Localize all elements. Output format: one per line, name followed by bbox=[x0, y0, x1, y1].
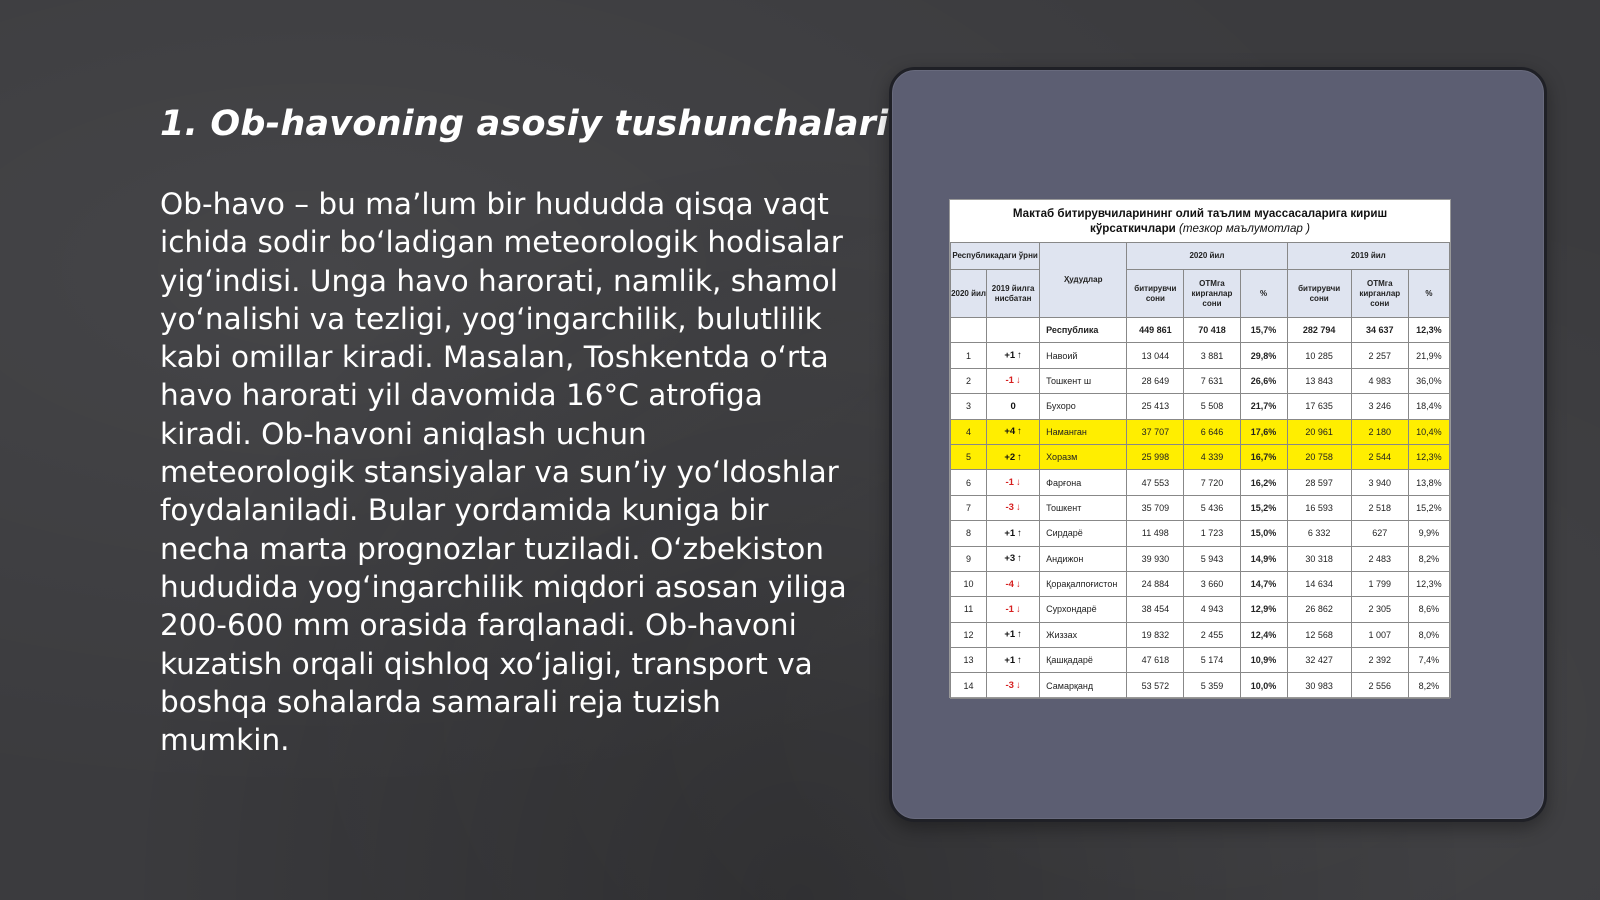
percent-2020-cell: 29,8% bbox=[1240, 343, 1287, 368]
arrow-up-icon: ↑ bbox=[1017, 527, 1022, 539]
rank-cell: 11 bbox=[951, 597, 987, 622]
graduates-2019-cell: 16 593 bbox=[1287, 495, 1351, 520]
table-row bbox=[951, 571, 1450, 596]
header-rank-group: Республикадаги ўрни bbox=[951, 243, 1040, 270]
slide-title: 1. Ob-havoning asosiy tushunchalari bbox=[160, 104, 889, 144]
graduates-2020-cell: 37 707 bbox=[1127, 419, 1184, 444]
admitted-2020-cell: 5 943 bbox=[1184, 546, 1240, 571]
region-cell: Бухоро bbox=[1040, 394, 1127, 419]
change-cell bbox=[987, 648, 1040, 673]
statistics-table bbox=[950, 242, 1450, 699]
region-cell: Хоразм bbox=[1040, 444, 1127, 469]
header-graduates-2019: битирувчи сони bbox=[1287, 270, 1351, 318]
table-row bbox=[951, 419, 1450, 444]
graduates-2019-cell: 20 961 bbox=[1287, 419, 1351, 444]
admitted-2019-cell: 3 940 bbox=[1351, 470, 1408, 495]
region-cell: Қашқадарё bbox=[1040, 648, 1127, 673]
graduates-2020-cell: 25 413 bbox=[1127, 394, 1184, 419]
arrow-down-icon: ↓ bbox=[1015, 603, 1021, 615]
percent-2020-cell: 10,9% bbox=[1240, 648, 1287, 673]
graduates-2019-cell: 10 285 bbox=[1287, 343, 1351, 368]
graduates-2020-cell: 47 618 bbox=[1127, 648, 1184, 673]
admitted-2020-cell: 5 436 bbox=[1184, 495, 1240, 520]
rank-change-value: -1 bbox=[1005, 603, 1014, 615]
percent-2019-cell: 8,2% bbox=[1408, 546, 1449, 571]
change-cell bbox=[987, 419, 1040, 444]
region-cell: Қорақалпоғистон bbox=[1040, 571, 1127, 596]
percent-2019-cell: 8,2% bbox=[1408, 673, 1449, 698]
header-graduates-2020: битирувчи сони bbox=[1127, 270, 1184, 318]
graduates-2019-cell: 32 427 bbox=[1287, 648, 1351, 673]
rank-change-value: +1 bbox=[1004, 654, 1016, 666]
republic-percent-2020: 15,7% bbox=[1240, 318, 1287, 343]
republic-name: Республика bbox=[1040, 318, 1127, 343]
rank-change-value: +4 bbox=[1004, 426, 1016, 438]
region-cell: Самарқанд bbox=[1040, 673, 1127, 698]
table-row bbox=[951, 444, 1450, 469]
admitted-2019-cell: 1 007 bbox=[1351, 622, 1408, 647]
rank-cell: 6 bbox=[951, 470, 987, 495]
graduates-2019-cell: 13 843 bbox=[1287, 368, 1351, 393]
rank-change-value: +2 bbox=[1004, 451, 1016, 463]
admitted-2020-cell: 4 943 bbox=[1184, 597, 1240, 622]
percent-2020-cell: 12,4% bbox=[1240, 622, 1287, 647]
admitted-2020-cell: 3 881 bbox=[1184, 343, 1240, 368]
header-admitted-2019: ОТМга кирганлар сони bbox=[1351, 270, 1408, 318]
graduates-2020-cell: 24 884 bbox=[1127, 571, 1184, 596]
header-admitted-2020: ОТМга кирганлар сони bbox=[1184, 270, 1240, 318]
rank-change-value: -1 bbox=[1005, 477, 1014, 489]
region-cell: Сирдарё bbox=[1040, 521, 1127, 546]
rank-change-value: +1 bbox=[1004, 527, 1016, 539]
arrow-up-icon: ↑ bbox=[1017, 553, 1022, 565]
percent-2020-cell: 17,6% bbox=[1240, 419, 1287, 444]
change-cell bbox=[987, 597, 1040, 622]
rank-cell: 7 bbox=[951, 495, 987, 520]
change-cell bbox=[987, 444, 1040, 469]
arrow-up-icon: ↑ bbox=[1017, 629, 1022, 641]
change-cell bbox=[987, 622, 1040, 647]
statistics-document bbox=[949, 199, 1451, 698]
arrow-up-icon: ↑ bbox=[1017, 654, 1022, 666]
graduates-2020-cell: 39 930 bbox=[1127, 546, 1184, 571]
percent-2020-cell: 12,9% bbox=[1240, 597, 1287, 622]
graduates-2019-cell: 14 634 bbox=[1287, 571, 1351, 596]
percent-2019-cell: 15,2% bbox=[1408, 495, 1449, 520]
rank-change-value: -3 bbox=[1005, 502, 1014, 514]
rank-cell: 5 bbox=[951, 444, 987, 469]
table-row bbox=[951, 343, 1450, 368]
admitted-2019-cell: 3 246 bbox=[1351, 394, 1408, 419]
header-rank-2020: 2020 йил bbox=[951, 270, 987, 318]
header-rank-change: 2019 йилга нисбатан bbox=[987, 270, 1040, 318]
percent-2019-cell: 21,9% bbox=[1408, 343, 1449, 368]
admitted-2020-cell: 5 508 bbox=[1184, 394, 1240, 419]
percent-2020-cell: 14,9% bbox=[1240, 546, 1287, 571]
percent-2019-cell: 8,6% bbox=[1408, 597, 1449, 622]
republic-admitted-2020: 70 418 bbox=[1184, 318, 1240, 343]
document-title bbox=[950, 200, 1450, 242]
table-row bbox=[951, 394, 1450, 419]
document-title-line1: Мактаб битирувчиларининг олий таълим муассасаларига кириш bbox=[1012, 207, 1388, 220]
rank-change-value: -4 bbox=[1005, 578, 1014, 590]
graduates-2019-cell: 26 862 bbox=[1287, 597, 1351, 622]
rank-cell: 4 bbox=[951, 419, 987, 444]
region-cell: Наманган bbox=[1040, 419, 1127, 444]
percent-2019-cell: 9,9% bbox=[1408, 521, 1449, 546]
table-row bbox=[951, 470, 1450, 495]
region-cell: Сурхондарё bbox=[1040, 597, 1127, 622]
percent-2020-cell: 16,2% bbox=[1240, 470, 1287, 495]
table-row bbox=[951, 597, 1450, 622]
rank-change-value: +1 bbox=[1004, 350, 1016, 362]
arrow-down-icon: ↓ bbox=[1015, 502, 1021, 514]
admitted-2019-cell: 2 483 bbox=[1351, 546, 1408, 571]
change-cell bbox=[987, 394, 1040, 419]
graduates-2020-cell: 11 498 bbox=[1127, 521, 1184, 546]
percent-2020-cell: 15,0% bbox=[1240, 521, 1287, 546]
change-cell bbox=[987, 470, 1040, 495]
rank-cell: 13 bbox=[951, 648, 987, 673]
graduates-2019-cell: 30 318 bbox=[1287, 546, 1351, 571]
arrow-down-icon: ↓ bbox=[1015, 477, 1021, 489]
republic-graduates-2019: 282 794 bbox=[1287, 318, 1351, 343]
percent-2020-cell: 26,6% bbox=[1240, 368, 1287, 393]
admitted-2019-cell: 2 180 bbox=[1351, 419, 1408, 444]
region-cell: Навоий bbox=[1040, 343, 1127, 368]
admitted-2019-cell: 2 392 bbox=[1351, 648, 1408, 673]
table-row bbox=[951, 368, 1450, 393]
admitted-2020-cell: 1 723 bbox=[1184, 521, 1240, 546]
republic-graduates-2020: 449 861 bbox=[1127, 318, 1184, 343]
percent-2020-cell: 15,2% bbox=[1240, 495, 1287, 520]
rank-cell: 14 bbox=[951, 673, 987, 698]
table-row bbox=[951, 495, 1450, 520]
graduates-2019-cell: 12 568 bbox=[1287, 622, 1351, 647]
percent-2019-cell: 13,8% bbox=[1408, 470, 1449, 495]
graduates-2019-cell: 30 983 bbox=[1287, 673, 1351, 698]
change-cell bbox=[987, 368, 1040, 393]
republic-rank bbox=[951, 318, 987, 343]
region-cell: Андижон bbox=[1040, 546, 1127, 571]
percent-2019-cell: 7,4% bbox=[1408, 648, 1449, 673]
arrow-up-icon: ↑ bbox=[1017, 350, 1022, 362]
percent-2020-cell: 10,0% bbox=[1240, 673, 1287, 698]
header-year-2019: 2019 йил bbox=[1287, 243, 1449, 270]
republic-admitted-2019: 34 637 bbox=[1351, 318, 1408, 343]
rank-change-value: +1 bbox=[1004, 629, 1016, 641]
graduates-2020-cell: 28 649 bbox=[1127, 368, 1184, 393]
percent-2020-cell: 14,7% bbox=[1240, 571, 1287, 596]
admitted-2019-cell: 2 257 bbox=[1351, 343, 1408, 368]
table-row bbox=[951, 546, 1450, 571]
graduates-2020-cell: 25 998 bbox=[1127, 444, 1184, 469]
change-cell bbox=[987, 546, 1040, 571]
region-cell: Фарғона bbox=[1040, 470, 1127, 495]
admitted-2019-cell: 2 544 bbox=[1351, 444, 1408, 469]
table-row bbox=[951, 521, 1450, 546]
admitted-2020-cell: 6 646 bbox=[1184, 419, 1240, 444]
admitted-2019-cell: 627 bbox=[1351, 521, 1408, 546]
arrow-down-icon: ↓ bbox=[1015, 680, 1021, 692]
graduates-2020-cell: 13 044 bbox=[1127, 343, 1184, 368]
admitted-2020-cell: 3 660 bbox=[1184, 571, 1240, 596]
percent-2019-cell: 12,3% bbox=[1408, 444, 1449, 469]
change-cell bbox=[987, 495, 1040, 520]
admitted-2020-cell: 5 174 bbox=[1184, 648, 1240, 673]
admitted-2019-cell: 4 983 bbox=[1351, 368, 1408, 393]
graduates-2019-cell: 28 597 bbox=[1287, 470, 1351, 495]
region-cell: Тошкент bbox=[1040, 495, 1127, 520]
rank-cell: 9 bbox=[951, 546, 987, 571]
admitted-2020-cell: 5 359 bbox=[1184, 673, 1240, 698]
percent-2020-cell: 16,7% bbox=[1240, 444, 1287, 469]
rank-cell: 10 bbox=[951, 571, 987, 596]
change-cell bbox=[987, 673, 1040, 698]
change-cell bbox=[987, 571, 1040, 596]
rank-cell: 1 bbox=[951, 343, 987, 368]
percent-2019-cell: 18,4% bbox=[1408, 394, 1449, 419]
graduates-2020-cell: 35 709 bbox=[1127, 495, 1184, 520]
rank-cell: 3 bbox=[951, 394, 987, 419]
graduates-2020-cell: 53 572 bbox=[1127, 673, 1184, 698]
admitted-2019-cell: 1 799 bbox=[1351, 571, 1408, 596]
region-cell: Жиззах bbox=[1040, 622, 1127, 647]
percent-2020-cell: 21,7% bbox=[1240, 394, 1287, 419]
table-row bbox=[951, 622, 1450, 647]
document-title-line2: кўрсаткичлари bbox=[1090, 222, 1176, 235]
rank-change-value: -1 bbox=[1005, 375, 1014, 387]
change-cell bbox=[987, 343, 1040, 368]
percent-2019-cell: 10,4% bbox=[1408, 419, 1449, 444]
table-row bbox=[951, 648, 1450, 673]
header-year-2020: 2020 йил bbox=[1127, 243, 1287, 270]
header-region: Ҳудудлар bbox=[1040, 243, 1127, 318]
graduates-2019-cell: 20 758 bbox=[1287, 444, 1351, 469]
arrow-down-icon: ↓ bbox=[1015, 578, 1021, 590]
graduates-2019-cell: 6 332 bbox=[1287, 521, 1351, 546]
header-percent-2020: % bbox=[1240, 270, 1287, 318]
rank-cell: 8 bbox=[951, 521, 987, 546]
admitted-2020-cell: 7 631 bbox=[1184, 368, 1240, 393]
rank-change-value: -3 bbox=[1005, 680, 1014, 692]
rank-change-value: 0 bbox=[1010, 400, 1016, 412]
republic-percent-2019: 12,3% bbox=[1408, 318, 1449, 343]
arrow-up-icon: ↑ bbox=[1017, 426, 1022, 438]
graduates-2020-cell: 38 454 bbox=[1127, 597, 1184, 622]
region-cell: Тошкент ш bbox=[1040, 368, 1127, 393]
graduates-2020-cell: 19 832 bbox=[1127, 622, 1184, 647]
admitted-2020-cell: 4 339 bbox=[1184, 444, 1240, 469]
republic-change bbox=[987, 318, 1040, 343]
admitted-2019-cell: 2 305 bbox=[1351, 597, 1408, 622]
graduates-2019-cell: 17 635 bbox=[1287, 394, 1351, 419]
percent-2019-cell: 8,0% bbox=[1408, 622, 1449, 647]
admitted-2020-cell: 2 455 bbox=[1184, 622, 1240, 647]
graduates-2020-cell: 47 553 bbox=[1127, 470, 1184, 495]
rank-change-value: +3 bbox=[1004, 553, 1016, 565]
republic-row bbox=[951, 318, 1450, 343]
change-cell bbox=[987, 521, 1040, 546]
table-row bbox=[951, 673, 1450, 698]
admitted-2019-cell: 2 518 bbox=[1351, 495, 1408, 520]
percent-2019-cell: 12,3% bbox=[1408, 571, 1449, 596]
rank-cell: 2 bbox=[951, 368, 987, 393]
rank-cell: 12 bbox=[951, 622, 987, 647]
header-percent-2019: % bbox=[1408, 270, 1449, 318]
admitted-2020-cell: 7 720 bbox=[1184, 470, 1240, 495]
arrow-down-icon: ↓ bbox=[1015, 375, 1021, 387]
slide-body-text: Ob-havo – bu ma’lum bir hududda qisqa vaqt ichida sodir bo‘ladigan meteorologik hodisalar yig‘indisi. Unga havo harorati, namlik, shamol yo‘nalishi va tezligi, yog‘ingarchilik, bulutlilik kabi omillar kiradi. Masalan, Toshkentda o‘rta havo harorati yil davomida 16°C atrofiga kiradi. Ob-havoni aniqlash uchun meteorologik stansiyalar va sun’iy yo‘ldoshlar foydalaniladi. Bular yordamida kuniga bir necha marta prognozlar tuziladi. O‘zbekiston hududida yog‘ingarchilik miqdori asosan yiliga 200-600 mm orasida farqlanadi. Ob-havoni kuzatish orqali qishloq xo‘jaligi, transport va boshqa sohalarda samarali reja tuzish mumkin. bbox=[160, 187, 847, 758]
admitted-2019-cell: 2 556 bbox=[1351, 673, 1408, 698]
arrow-up-icon: ↑ bbox=[1017, 451, 1022, 463]
percent-2019-cell: 36,0% bbox=[1408, 368, 1449, 393]
document-subtitle: (тезкор маълумотлар ) bbox=[1179, 222, 1310, 235]
